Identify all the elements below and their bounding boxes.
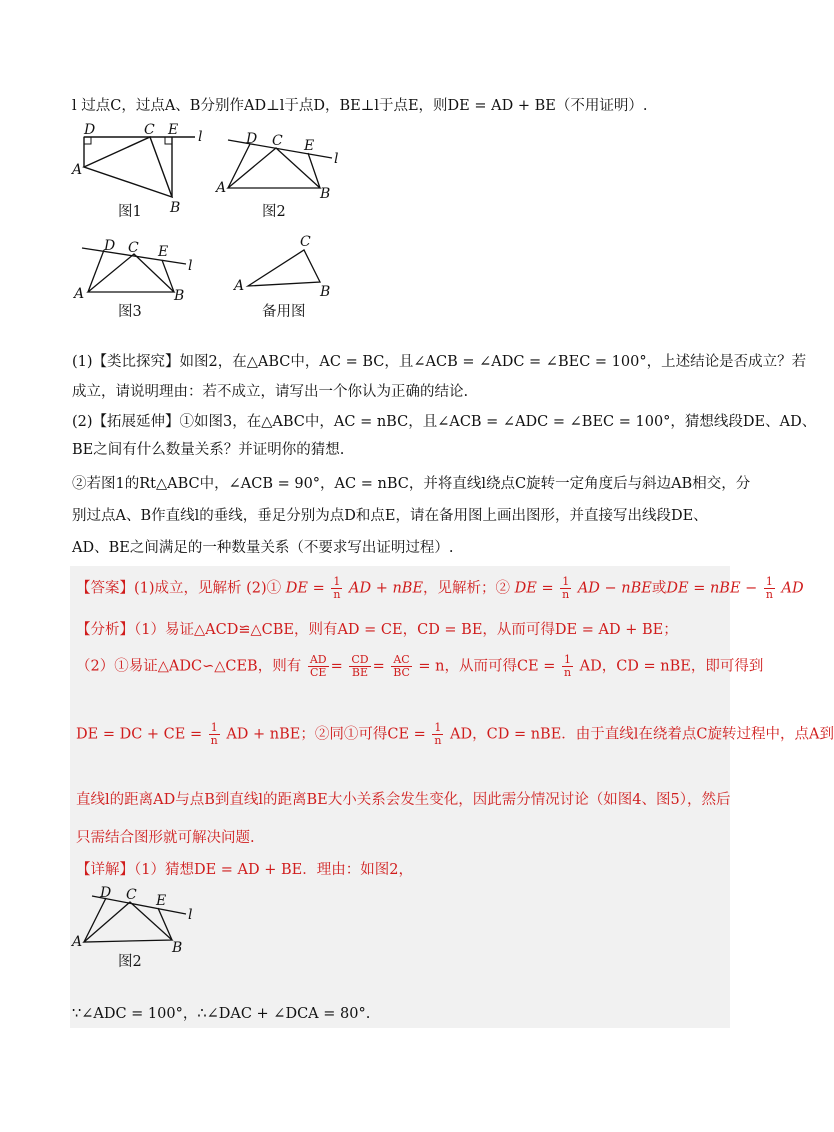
ratio-ad-ce: $\frac{AD}{CE}$: [309, 653, 327, 679]
spare-label-C: C: [300, 234, 311, 250]
fig3-label-E: E: [158, 244, 169, 260]
answer-or: 或: [651, 580, 667, 597]
fig1-label-l: l: [198, 129, 203, 145]
q1-line-2: 成立，请说明理由：若不成立，请写出一个你认为正确的结论.: [72, 384, 469, 400]
answer-part1: (1)成立，见解析 (2)①: [134, 580, 282, 597]
fig1-label-E: E: [168, 122, 179, 138]
fig3-label-D: D: [104, 238, 116, 254]
answer-sep1: ，见解析；②: [423, 580, 511, 597]
detail-label-D: D: [100, 885, 112, 901]
answer-eq2-frac: $\frac{1}{n}$: [562, 575, 570, 601]
spare-label-A: A: [234, 278, 245, 294]
fig3-label-C: C: [128, 240, 139, 256]
q2-line-5: AD、BE之间满足的一种数量关系（不要求写出证明过程）.: [72, 540, 454, 556]
fig3-caption: 图3: [118, 304, 142, 320]
fig2-label-B: B: [320, 186, 331, 202]
detail-tag: 【详解】: [76, 862, 134, 878]
spare-label-B: B: [320, 284, 331, 300]
answer-line: [76, 576, 804, 601]
answer-tag: 【答案】: [76, 580, 134, 597]
detail-label-E: E: [156, 893, 167, 909]
fig2-label-D: D: [246, 131, 258, 147]
answer-eq1-right: AD + nBE: [348, 580, 424, 597]
answer-eq1-frac: $\frac{1}{n}$: [333, 575, 341, 601]
figure-3: [74, 238, 208, 304]
analysis-tag: 【分析】: [76, 622, 134, 638]
fig1-label-C: C: [144, 122, 155, 138]
answer-eq3-frac: $\frac{1}{n}$: [765, 575, 773, 601]
fig2-caption: 图2: [262, 204, 286, 220]
fig3-label-B: B: [174, 288, 185, 304]
detail-label-A: A: [72, 934, 83, 950]
intro-line: l 过点C，过点A、B分别作AD⊥l于点D，BE⊥l于点E，则DE = AD + BE（不用证明）.: [72, 98, 648, 114]
fig2-label-A: A: [216, 180, 227, 196]
answer-eq3-right: AD: [781, 580, 804, 597]
answer-eq2-left: DE =: [514, 580, 554, 597]
fig1-label-B: B: [170, 200, 181, 216]
answer-eq2-right: AD − nBE: [577, 580, 652, 597]
fig1-label-A: A: [72, 162, 83, 178]
answer-eq1-left: DE =: [285, 580, 325, 597]
detail-line-2: ∵∠ADC = 100°，∴∠DAC + ∠DCA = 80°.: [72, 1006, 371, 1022]
q2-line-1: (2)【拓展延伸】①如图3，在△ABC中，AC = nBC，且∠ACB = ∠ADC = ∠BEC = 100°，猜想线段DE、AD、: [72, 414, 817, 430]
fig1-label-D: D: [84, 122, 96, 138]
analysis-line-5: 只需结合图形就可解决问题.: [76, 830, 255, 846]
analysis-line-3: DE = DC + CE = $\frac{1}{n}$ AD + nBE；②同①可得CE = $\frac{1}{n}$ AD，CD = nBE．由于直线l在绕着点C旋转过程中，点A到: [76, 721, 834, 747]
analysis-frac-1: $\frac{1}{n}$: [563, 653, 572, 679]
figure-2: [216, 130, 350, 202]
detail-fig-caption: 图2: [118, 954, 142, 970]
detail-label-B: B: [172, 940, 183, 956]
fig2-label-C: C: [272, 133, 283, 149]
detail-label-C: C: [126, 887, 137, 903]
q2-line-3: ②若图1的Rt△ABC中，∠ACB = 90°，AC = nBC，并将直线l绕点C旋转一定角度后与斜边AB相交，分: [72, 476, 751, 492]
analysis-line-4: 直线l的距离AD与点B到直线l的距离BE大小关系会发生变化，因此需分情况讨论（如图4、图5），然后: [76, 792, 731, 808]
fig2-label-E: E: [304, 138, 315, 154]
ratio-ac-bc: $\frac{AC}{BC}$: [393, 653, 410, 679]
analysis-line-1: 【分析】（1）易证△ACD≌△CBE，则有AD = CE，CD = BE，从而可得DE = AD + BE；: [76, 622, 678, 638]
analysis-line-2: （2）①易证△ADC∽△CEB，则有 $\frac{AD}{CE}$ = $\frac{CD}{BE}$ = $\frac{AC}{BC}$ = n，从而可得CE = $\frac{1}{n}$ AD，CD = nBE，即可得到: [76, 653, 764, 679]
q2-line-4: 别过点A、B作直线l的垂线，垂足分别为点D和点E，请在备用图上画出图形，并直接写出线段DE、: [72, 508, 708, 524]
answer-eq3-left: DE = nBE −: [666, 580, 758, 597]
fig3-label-A: A: [74, 286, 85, 302]
fig2-label-l: l: [334, 151, 339, 167]
spare-caption: 备用图: [262, 304, 306, 320]
analysis-frac-2: $\frac{1}{n}$: [210, 721, 218, 747]
detail-figure-2: [74, 884, 204, 954]
q1-line-1: (1)【类比探究】如图2，在△ABC中，AC = BC，且∠ACB = ∠ADC = ∠BEC = 100°，上述结论是否成立？若: [72, 354, 807, 370]
detail-label-l: l: [188, 907, 193, 923]
detail-line-1: 【详解】（1）猜想DE = AD + BE．理由：如图2，: [76, 862, 413, 878]
ratio-cd-be: $\frac{CD}{BE}$: [351, 653, 369, 679]
q2-line-2: BE之间有什么数量关系？并证明你的猜想.: [72, 442, 345, 458]
fig3-label-l: l: [188, 258, 193, 274]
analysis-frac-3: $\frac{1}{n}$: [434, 721, 442, 747]
spare-figure: [234, 234, 334, 300]
fig1-caption: 图1: [118, 204, 142, 220]
